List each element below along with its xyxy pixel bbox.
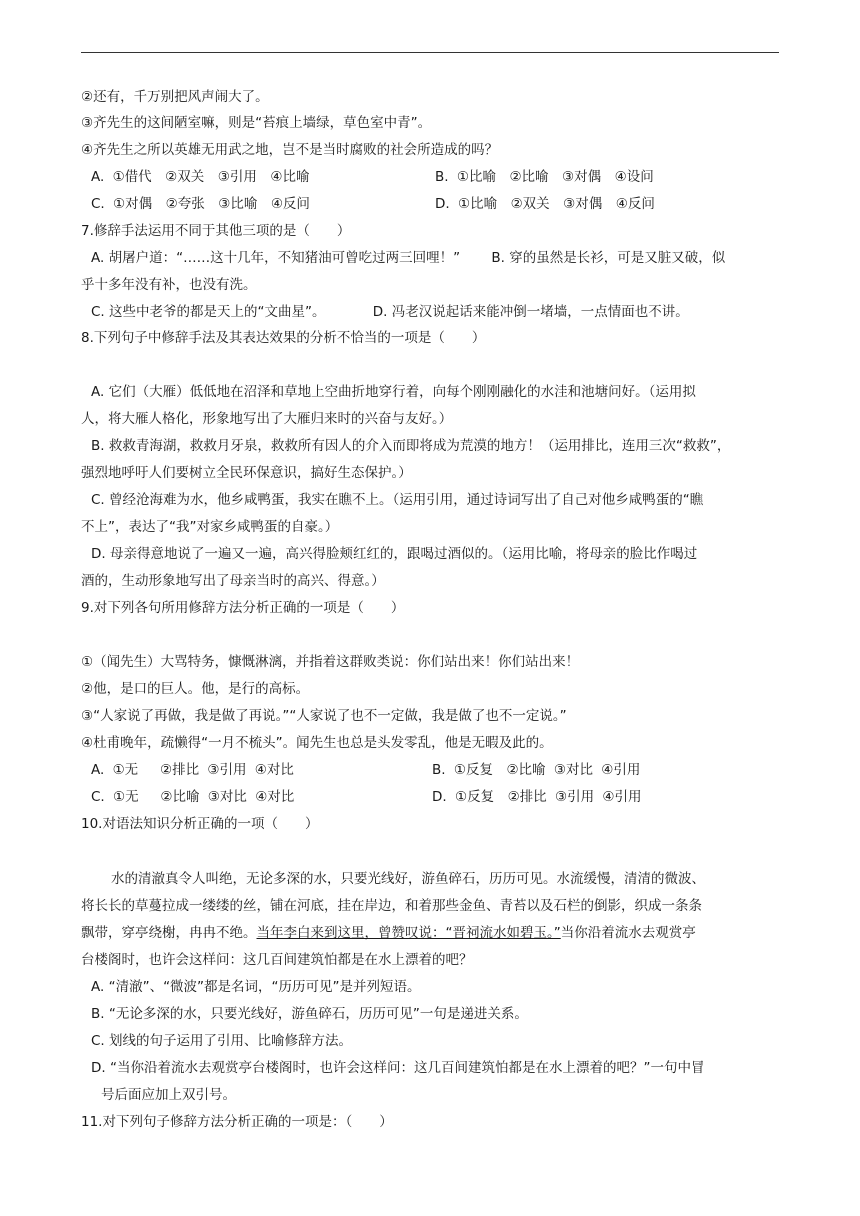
- option-a[interactable]: A. 它们（大雁）低低地在沼泽和草地上空曲折地穿行着，向每个刚刚融化的水洼和池塘问好。（运用拟: [91, 384, 696, 400]
- option-a-b[interactable]: A. 胡屠户道：“……这十几年，不知猪油可曾吃过两三回哩！” B. 穿的虽然是长衫，可是又脏又破，似: [91, 250, 726, 266]
- option-d[interactable]: D. ①比喻 ②双关 ③对偶 ④反问: [435, 196, 655, 212]
- option-d[interactable]: D. ①反复 ②排比 ③引用 ④引用: [432, 789, 642, 805]
- text-line: ③齐先生的这间陋室嘛，则是“苔痕上墙绿，草色室中青”。: [81, 115, 432, 131]
- header-rule: [81, 52, 779, 53]
- option-b[interactable]: B. “无论多深的水，只要光线好，游鱼碎石，历历可见”一句是递进关系。: [91, 1006, 528, 1022]
- option-d-continued: 酒的，生动形象地写出了母亲当时的高兴、得意。）: [81, 573, 385, 589]
- question-7-stem: 7.修辞手法运用不同于其他三项的是（ ）: [81, 223, 351, 239]
- option-b-continued: 强烈地呼吁人们要树立全民环保意识，搞好生态保护。）: [81, 465, 412, 481]
- text-line: ②还有，千万别把风声闹大了。: [81, 89, 269, 105]
- passage-text: 飘带，穿亭绕榭，冉冉不绝。: [81, 925, 257, 941]
- passage-line: [81, 923, 696, 943]
- option-c-d[interactable]: C. 这些中老爷的都是天上的“文曲星”。 D. 冯老汉说起话来能冲倒一堵墙，一点情面也不讲。: [91, 304, 689, 320]
- sentence-1: ①（闻先生）大骂特务，慷慨淋漓，并指着这群败类说：你们站出来！你们站出来！: [81, 654, 580, 670]
- option-b-continued: 乎十多年没有补，也没有洗。: [81, 277, 257, 293]
- option-b[interactable]: B. ①比喻 ②比喻 ③对偶 ④设问: [435, 169, 654, 185]
- option-c[interactable]: C. ①无 ②比喻 ③对比 ④对比: [91, 789, 295, 805]
- question-8-stem: 8.下列句子中修辞手法及其表达效果的分析不恰当的一项是（ ）: [81, 330, 486, 346]
- underlined-sentence: 当年李白来到这里，曾赞叹说：“晋祠流水如碧玉。”: [256, 925, 561, 941]
- option-a-continued: 人，将大雁人格化，形象地写出了大雁归来时的兴奋与友好。）: [81, 411, 453, 427]
- question-11-stem: 11.对下列句子修辞方法分析正确的一项是：（ ）: [81, 1114, 393, 1130]
- question-10-stem: 10.对语法知识分析正确的一项（ ）: [81, 816, 319, 832]
- sentence-3: ③“人家说了再做，我是做了再说。”“人家说了也不一定做，我是做了也不一定说。”: [81, 708, 567, 724]
- option-a[interactable]: A. “清澈”、“微波”都是名词，“历历可见”是并列短语。: [91, 979, 421, 995]
- option-d[interactable]: D. 母亲得意地说了一遍又一遍，高兴得脸颊红红的，跟喝过酒似的。（运用比喻，将母亲的脸比作喝过: [91, 546, 698, 562]
- sentence-2: ②他，是口的巨人。他，是行的高标。: [81, 681, 310, 697]
- option-a[interactable]: A. ①借代 ②双关 ③引用 ④比喻: [91, 169, 310, 185]
- option-c[interactable]: C. 划线的句子运用了引用、比喻修辞方法。: [91, 1033, 353, 1049]
- question-9-stem: 9.对下列各句所用修辞方法分析正确的一项是（ ）: [81, 600, 405, 616]
- option-b[interactable]: B. ①反复 ②比喻 ③对比 ④引用: [432, 762, 641, 778]
- option-c[interactable]: C. 曾经沧海难为水，他乡咸鸭蛋，我实在瞧不上。（运用引用，通过诗词写出了自己对他乡咸鸭蛋的“瞧: [91, 492, 704, 508]
- text-line: ④齐先生之所以英雄无用武之地，岂不是当时腐败的社会所造成的吗？: [81, 142, 499, 158]
- option-a[interactable]: A. ①无 ②排比 ③引用 ④对比: [91, 762, 294, 778]
- option-d[interactable]: D. “当你沿着流水去观赏亭台楼阁时，也许会这样问：这几百间建筑怕都是在水上漂着的吧？”一句中冒: [91, 1060, 705, 1076]
- passage-line: 将长长的草蔓拉成一缕缕的丝，铺在河底，挂在岸边，和着那些金鱼、青苔以及石栏的倒影，织成一条条: [81, 898, 702, 914]
- option-b[interactable]: B. 救救青海湖，救救月牙泉，救救所有因人的介入而即将成为荒漠的地方！（运用排比，连用三次“救救”，: [91, 438, 731, 454]
- sentence-4: ④杜甫晚年，疏懒得“一月不梳头”。闻先生也总是头发零乱，他是无暇及此的。: [81, 735, 553, 751]
- passage-line: 台楼阁时，也许会这样问：这几百间建筑怕都是在水上漂着的吧？: [81, 952, 473, 968]
- option-d-continued: 号后面应加上双引号。: [101, 1087, 236, 1103]
- option-c[interactable]: C. ①对偶 ②夸张 ③比喻 ④反问: [91, 196, 310, 212]
- passage-line: 水的清澈真令人叫绝，无论多深的水，只要光线好，游鱼碎石，历历可见。水流缓慢，清清的微波、: [111, 871, 705, 887]
- passage-text: 当你沿着流水去观赏亭: [560, 925, 696, 941]
- option-c-continued: 不上”，表达了“我”对家乡咸鸭蛋的自豪。）: [81, 519, 339, 535]
